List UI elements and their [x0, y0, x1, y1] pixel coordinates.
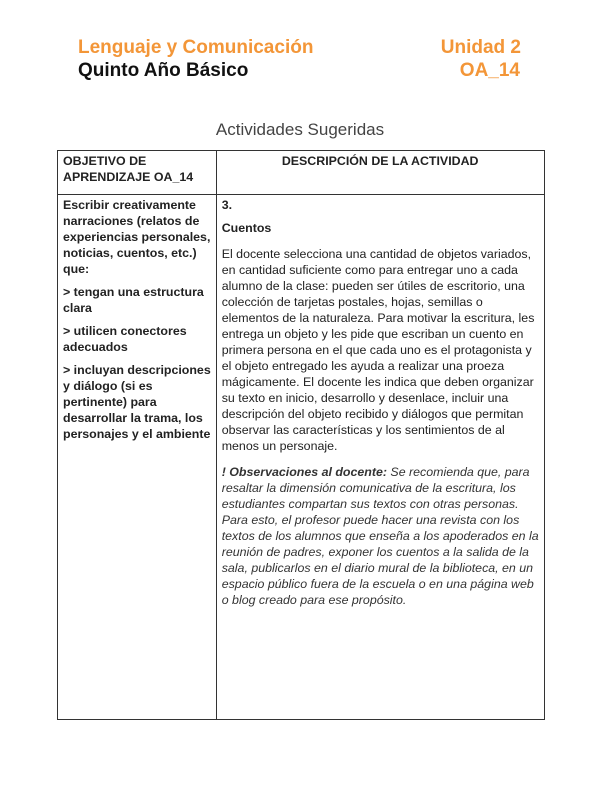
header-line: OBJETIVO DE [63, 154, 147, 168]
description-header: DESCRIPCIÓN DE LA ACTIVIDAD [216, 151, 544, 195]
table-row [58, 195, 545, 720]
section-title: Actividades Sugeridas [215, 120, 385, 139]
objective-line: narraciones (relatos de [63, 214, 200, 228]
note-line: resaltar la dimensión comunicativa de la escritura, los [221, 481, 516, 495]
unit-label: Unidad 2 [440, 37, 521, 58]
subject-title: Lenguaje y Comunicación [78, 37, 314, 58]
note-line: reunión de padres, exponer los cuentos a la salida de la [221, 545, 529, 559]
objective-line: experiencias personales, [63, 230, 211, 244]
objective-bullet-line: adecuados [63, 340, 128, 354]
objective-bullet-line: pertinente) para [63, 395, 157, 409]
objective-bullet-line: > tengan una estructura [63, 285, 204, 299]
note-line: espacio público fuera de la escuela o en una página web [221, 577, 534, 591]
description-line: menos un personaje. [221, 439, 338, 453]
objective-cell [58, 195, 217, 720]
activity-title: Cuentos [221, 221, 272, 235]
grade-title: Quinto Año Básico [78, 60, 249, 81]
description-line: mágicamente. El docente les indica que deben organizar [221, 375, 534, 389]
header-line: APRENDIZAJE OA_14 [63, 170, 194, 184]
objective-header [58, 151, 217, 195]
description-line: primera persona en el que cada uno es el protagonista y [221, 343, 532, 357]
activity-description [222, 246, 539, 454]
note-line: estudiantes compartan sus textos con otras personas. [221, 497, 519, 511]
objective-bullet-line: y diálogo (si es [63, 379, 153, 393]
objective-bullet-line: clara [63, 301, 92, 315]
objective-bullet-line: > incluyan descripciones [63, 363, 211, 377]
teacher-note [222, 464, 539, 608]
objective-bullet-line: personajes y el ambiente [63, 427, 211, 441]
description-line: alumno de la clase: pueden ser útiles de escritorio, una [221, 279, 525, 293]
note-line: Para esto, el profesor puede hacer una revista con los [221, 513, 520, 527]
description-line: su texto en inicio, desarrollo y desenlace, incluir una [221, 391, 509, 405]
note-line: o blog creado para ese propósito. [221, 593, 407, 607]
description-line: descripción del objeto recibido y diálogos que permitan [221, 407, 524, 421]
activities-table [57, 150, 545, 720]
oa-label: OA_14 [459, 60, 520, 81]
description-line: El docente selecciona una cantidad de objetos variados, [221, 247, 532, 261]
description-line: en cantidad suficiente como para entregar uno a cada [221, 263, 518, 277]
description-line: colección de tarjetas postales, hojas, semillas o [221, 295, 483, 309]
objective-bullet-line: desarrollar la trama, los [63, 411, 203, 425]
note-label: ! Observaciones al docente: [221, 465, 387, 479]
note-text: Se recomienda que, para [386, 465, 530, 479]
objective-bullet-line: > utilicen conectores [63, 324, 187, 338]
description-line: elementos de la naturaleza. Para motivar la escritura, les [221, 311, 535, 325]
description-line: observar las características y los sentimientos de al [221, 423, 505, 437]
description-line: entrega un objeto y les pide que escriban un cuento en [221, 327, 524, 341]
objective-line: Escribir creativamente [63, 198, 196, 212]
note-line: textos de los alumnos que enseña a los apoderados en la [221, 529, 539, 543]
table-header-row [58, 151, 545, 195]
objective-line: que: [63, 262, 90, 276]
objective-line: noticias, cuentos, etc.) [63, 246, 197, 260]
description-line: el objeto entregado les ayuda a realizar una proeza [221, 359, 505, 373]
activity-number: 3. [221, 198, 233, 212]
note-line: sala, publicarlos en el diario mural de la biblioteca, en un [221, 561, 534, 575]
activity-cell [216, 195, 544, 720]
